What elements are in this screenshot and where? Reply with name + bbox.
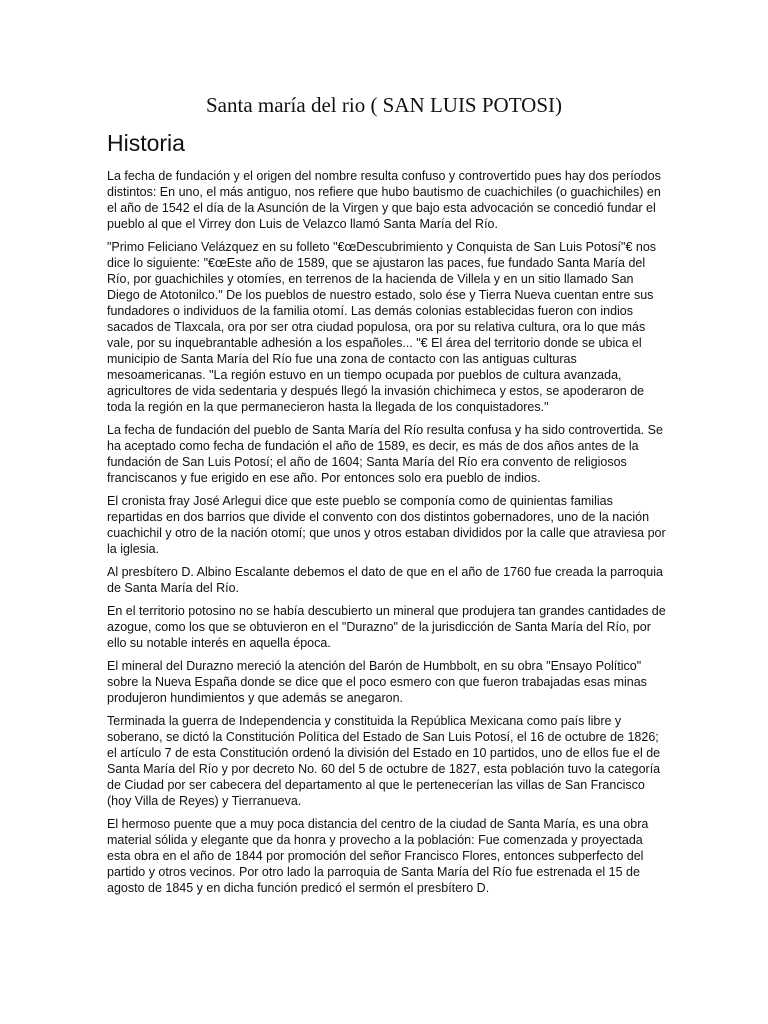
document-body	[107, 168, 667, 903]
document-title: Santa maría del rio ( SAN LUIS POTOSI)	[206, 93, 562, 117]
paragraph: El cronista fray José Arlegui dice que este pueblo se componía como de quinientas familias repartidas en dos barrios que divide el convento con dos distintos gobernadores, uno de la nación cuachichil y otro de la nación otomí; que unos y otros estaban divididos por la calle que atraviesa por la iglesia.	[107, 494, 666, 556]
paragraph: En el territorio potosino no se había descubierto un mineral que produjera tan grandes cantidades de azogue, como los que se obtuvieron en el "Durazno" de la jurisdicción de Santa María del Río, por ello su notable interés en aquella época.	[107, 604, 666, 650]
paragraph: El mineral del Durazno mereció la atención del Barón de Humbbolt, en su obra "Ensayo Político" sobre la Nueva España donde se dice que el poco esmero con que fueron trabajadas esas minas produjeron hundimientos y que además se anegaron.	[107, 659, 647, 705]
section-heading-historia: Historia	[107, 130, 185, 156]
paragraph: La fecha de fundación y el origen del nombre resulta confuso y controvertido pues hay dos períodos distintos: En uno, el más antiguo, nos refiere que hubo bautismo de cuachichiles (o guachichiles) en el año de 1542 el día de la Asunción de la Virgen y que bajo esta advocación se concedió fundar el pueblo al que el Virrey don Luis de Velazco llamó Santa María del Río.	[107, 169, 661, 231]
paragraph: Al presbítero D. Albino Escalante debemos el dato de que en el año de 1760 fue creada la parroquia de Santa María del Río.	[107, 565, 663, 595]
paragraph: Terminada la guerra de Independencia y constituida la República Mexicana como país libre y soberano, se dictó la Constitución Política del Estado de San Luis Potosí, el 16 de octubre de 1826; el artículo 7 de esta Constitución ordenó la división del Estado en 10 partidos, uno de ellos fue el de Santa María del Río y por decreto No. 60 del 5 de octubre de 1827, esta población tuvo la categoría de Ciudad por ser cabecera del departamento al que le pertenecerían las villas de San Francisco (hoy Villa de Reyes) y Tierranueva.	[107, 714, 661, 808]
paragraph: La fecha de fundación del pueblo de Santa María del Río resulta confusa y ha sido controvertida. Se ha aceptado como fecha de fundación el año de 1589, es decir, es más de dos años antes de la fundación de San Luis Potosí; el año de 1604; Santa María del Río era convento de religiosos franciscanos y fue erigido en ese año. Por entonces solo era pueblo de indios.	[107, 423, 663, 485]
paragraph: El hermoso puente que a muy poca distancia del centro de la ciudad de Santa María, es una obra material sólida y elegante que da honra y provecho a la población: Fue comenzada y proyectada esta obra en el año de 1844 por promoción del señor Francisco Flores, entonces subperfecto del partido y otros vecinos. Por otro lado la parroquia de Santa María del Río fue estrenada el 15 de agosto de 1845 y en dicha función predicó el sermón el presbítero D.	[107, 817, 649, 895]
paragraph: "Primo Feliciano Velázquez en su folleto "€œDescubrimiento y Conquista de San Luis Potosí"€ nos dice lo siguiente: "€œEste año de 1589, que se ajustaron las paces, fue fundado Santa María del Río, por guachichiles y otomíes, en terrenos de la hacienda de Villela y en un sitio llamado San Diego de Atotonilco." De los pueblos de nuestro estado, solo ése y Tierra Nueva cuentan entre sus fundadores o individuos de la familia otomí. Las demás colonias establecidas fueron con indios sacados de Tlaxcala, ora por ser otra ciudad populosa, ora por su relativa cultura, ora lo que más vale, por su inquebrantable adhesión a los españoles... "€ El área del territorio donde se ubica el municipio de Santa María del Río fue una zona de contacto con las antiguas culturas mesoamericanas. "La región estuvo en un tiempo ocupada por pueblos de cultura avanzada, agricultores de vida sedentaria y después llegó la invasión chichimeca y estos, se apoderaron de toda la región en la que permanecieron hasta la llegada de los conquistadores."	[107, 240, 657, 414]
